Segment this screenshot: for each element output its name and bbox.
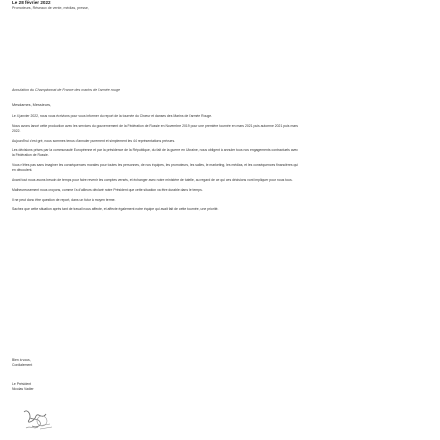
paragraph: Le 4 janvier 2022, nous vous écrivions pour vous informer du report de la tournée du Chœur et danses des Marins de l'armée Rouge. <box>12 114 213 118</box>
letter-body <box>12 114 298 217</box>
letter-recipients: Promoteurs, Réseaux de vente, médias, presse, <box>12 6 89 10</box>
paragraph: Il ne peut donc être question de report, dans un futur à moyen terme. <box>12 197 116 202</box>
signatory-name: Nicolas Vadier <box>12 386 34 391</box>
paragraph: Avant tout nous avons besoin de temps pour faire revenir les comptes versés, et échanger avec notre ministère de tutelle, au regard de ce qui ces décisions vont impliquer pour nous tous. <box>12 177 293 182</box>
letter-closing <box>12 358 32 367</box>
signatory-block <box>12 382 34 391</box>
paragraph: Malheureusement nous croyons, comme l'a d'ailleurs déclaré notre Président que cette situation va être durable dans le temps. <box>12 187 203 192</box>
paragraph: Les décisions prises par la communauté Européenne et par la présidence de la République, du fait de la guerre en Ukraine, nous obligent à annuler tous nos engagements contractuels avec la Fédération de Russie. <box>12 148 298 158</box>
letter-date: Le 28 février 2022 <box>12 0 51 5</box>
signatory-title: Le Président <box>12 382 32 386</box>
letter-salutation: Mesdames, Messieurs, <box>12 103 52 107</box>
paragraph: Vous n'êtes pas sans imaginer les conséquences morales pour toutes les personnes, de nos équipes, les promoteurs, les salles, le marketing, les médias, et les conséquences financières qui en découlent. <box>12 163 298 173</box>
paragraph: Nous avons lancé cette production avec les services du gouvernement de la Fédération de Russie en Novembre 2019 pour une première tournée en mars 2021 puis automne 2021 puis mars 2022. <box>12 123 298 133</box>
paragraph: Aujourd'hui c'est gré, nous sommes tenus d'annuler purement et simplement les 44 représentations prévues. <box>12 138 176 143</box>
closing-line: Cordialement <box>12 362 33 367</box>
signature-stamp-icon <box>20 406 56 432</box>
letter-subject: Annulation du Championnat de France des marins de l'armée rouge <box>12 88 120 92</box>
closing-line: Bien à vous, <box>12 358 31 362</box>
letter-header <box>12 0 432 11</box>
paragraph: Sachez que cette situation après tant de travail nous affecte, et affecte également notre équipe qui avait fait de cette tournée, une priorité. <box>12 207 219 212</box>
